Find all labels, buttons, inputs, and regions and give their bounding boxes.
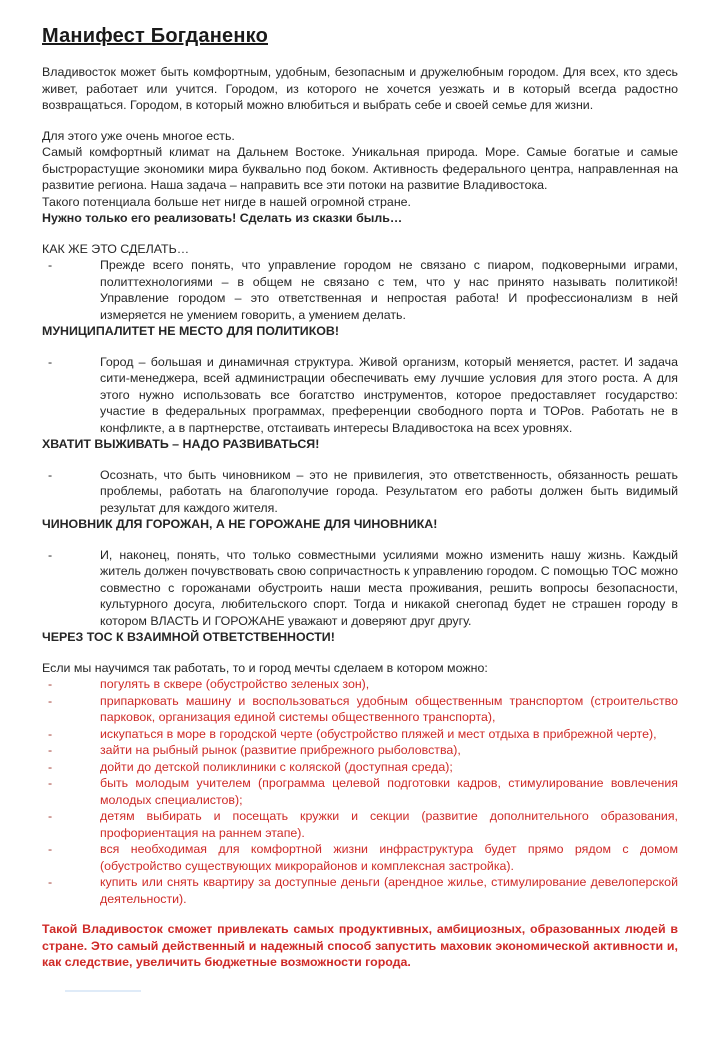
page-title: Манифест Богданенко (42, 25, 268, 47)
slogan-municipality: МУНИЦИПАЛИТЕТ НЕ МЕСТО ДЛЯ ПОЛИТИКОВ! (42, 324, 339, 338)
bullet-dash: - (48, 875, 53, 889)
red-list-item-text: погулять в сквере (обустройство зеленых зон), (100, 677, 370, 691)
manifesto-point-text: Прежде всего понять, что управление городом не связано с пиаром, подковерными играми, политтехнологиями – в общем не связано с тем, что у нас принято называть политикой! Управление городом – это ответственная и непростая работа! И профессионализм в ней измеряется не умением говорить, а умением делать. (100, 258, 678, 322)
red-list-item (42, 676, 678, 693)
closing-paragraph: Такой Владивосток сможет привлекать самых продуктивных, амбициозных, образованных людей в стране. Это самый действенный и надежный способ запустить маховик экономической активности и, как следствие, увеличить бюджетные возможности города. (42, 922, 678, 969)
manifesto-point-text: Осознать, что быть чиновником – это не привилегия, это ответственность, обязанность решать проблемы, работать на благополучие города. Результатом его работы должен быть видимый результат для каждого жителя. (100, 467, 678, 515)
bullet-dash: - (48, 547, 53, 562)
bullet-dash: - (48, 258, 53, 272)
slogan-official: ЧИНОВНИК ДЛЯ ГОРОЖАН, А НЕ ГОРОЖАНЕ ДЛЯ ЧИНОВНИКА! (42, 517, 438, 531)
bullet-dash: - (48, 842, 53, 856)
paragraph-spacer (42, 340, 678, 354)
red-list-item-text: зайти на рыбный рынок (развитие прибрежного рыболовства), (100, 743, 461, 757)
manifesto-point (42, 547, 678, 630)
red-list-item (42, 726, 678, 743)
bullet-dash: - (48, 759, 53, 774)
slogan-develop: ХВАТИТ ВЫЖИВАТЬ – НАДО РАЗВИВАТЬСЯ! (42, 437, 320, 451)
manifesto-point-text: Город – большая и динамичная структура. Живой организм, который меняется, растет. И задача сити-менеджера, всей администрации обеспечивать ему лучшие условия для этого роста. А для этого нужно использовать все богатство инструментов, которое предоставляет государство: участие в федеральных программах, преференции свободного порта и ТОРов. Работать не в конфликте, а в партнерстве, отстаивать интересы Владивостока на всех уровнях. (100, 354, 678, 435)
how-heading: КАК ЖЕ ЭТО СДЕЛАТЬ… (42, 241, 190, 256)
red-list-item-text: детям выбирать и посещать кружки и секции (развитие дополнительного образования, профориентация на раннем этапе). (100, 809, 678, 840)
red-list-item (42, 775, 678, 808)
manifesto-point (42, 257, 678, 323)
red-list-item-text: искупаться в море в городской черте (обустройство пляжей и мест отдыха в прибрежной черте), (100, 726, 657, 741)
paragraph-spacer (42, 114, 678, 128)
red-list-item (42, 874, 678, 907)
slogan-tos: ЧЕРЕЗ ТОС К ВЗАИМНОЙ ОТВЕТСТВЕННОСТИ! (42, 630, 335, 644)
bullet-dash: - (48, 726, 53, 741)
red-list-item (42, 742, 678, 759)
scan-artifact-line (65, 990, 141, 992)
intro-paragraph: Владивосток может быть комфортным, удобным, безопасным и дружелюбным городом. Для всех, кто здесь живет, работает или учится. Городом, из которого не хочется уезжать и в который всегда радостно возвращаться. Городом, в который можно влюбиться и выбрать себе и своей семье для жизни. (42, 65, 678, 112)
paragraph-spacer (42, 533, 678, 547)
bullet-dash: - (48, 776, 53, 790)
bullet-dash: - (48, 354, 53, 369)
red-list-item (42, 693, 678, 726)
bullet-dash: - (48, 743, 53, 757)
bullet-dash: - (48, 693, 53, 708)
red-list-item (42, 841, 678, 874)
manifesto-point-text: И, наконец, понять, что только совместными усилиями можно изменить нашу жизнь. Каждый житель должен почувствовать свою сопричастность к управлению городом. С помощью ТОС можно совместно с горожанами обустроить наши места проживания, решить вопросы безопасности, культурного досуга, любительского спорт. Тогда и никакой снегопад будет не страшен городу в котором ВЛАСТЬ И ГОРОЖАНЕ уважают и доверяют друг другу. (100, 547, 678, 628)
red-list-item (42, 759, 678, 776)
paragraph-spacer (42, 227, 678, 241)
bullet-dash: - (48, 467, 53, 482)
red-list-item-text: припарковать машину и воспользоваться удобным общественным транспортом (строительство парковок, организация единой системы общественного транспорта), (100, 693, 678, 724)
red-list-item-text: купить или снять квартиру за доступные деньги (арендное жилье, стимулирование девелоперской деятельности). (100, 875, 678, 906)
bullet-dash: - (48, 677, 53, 691)
manifesto-point (42, 467, 678, 517)
slogan-realize: Нужно только его реализовать! Сделать из сказки быль… (42, 211, 403, 225)
red-list-item-text: вся необходимая для комфортной жизни инфраструктура будет прямо рядом с домом (обустройство существующих микрорайонов и комплексная застройка). (100, 842, 678, 873)
red-list-item-text: быть молодым учителем (программа целевой подготовки кадров, стимулирование вовлечения молодых специалистов); (100, 776, 678, 807)
paragraph-spacer (42, 646, 678, 660)
paragraph-spacer (42, 907, 678, 921)
manifesto-point (42, 354, 678, 437)
potential-line-2: Такого потенциала больше нет нигде в нашей огромной стране. (42, 194, 412, 209)
red-list-item-text: дойти до детской поликлиники с коляской (доступная среда); (100, 759, 453, 774)
bullet-dash: - (48, 809, 53, 823)
potential-paragraph: Самый комфортный климат на Дальнем Востоке. Уникальная природа. Море. Самые богатые и самые быстрорастущие экономики мира буквально под боком. Активность федерального центра, направленная на развитие региона. Наша задача – направить все эти потоки на развитие Владивостока. (42, 145, 678, 192)
red-list-item (42, 808, 678, 841)
potential-line-1: Для этого уже очень многое есть. (42, 128, 235, 143)
paragraph-spacer (42, 453, 678, 467)
dream-city-intro: Если мы научимся так работать, то и город мечты сделаем в котором можно: (42, 660, 488, 675)
